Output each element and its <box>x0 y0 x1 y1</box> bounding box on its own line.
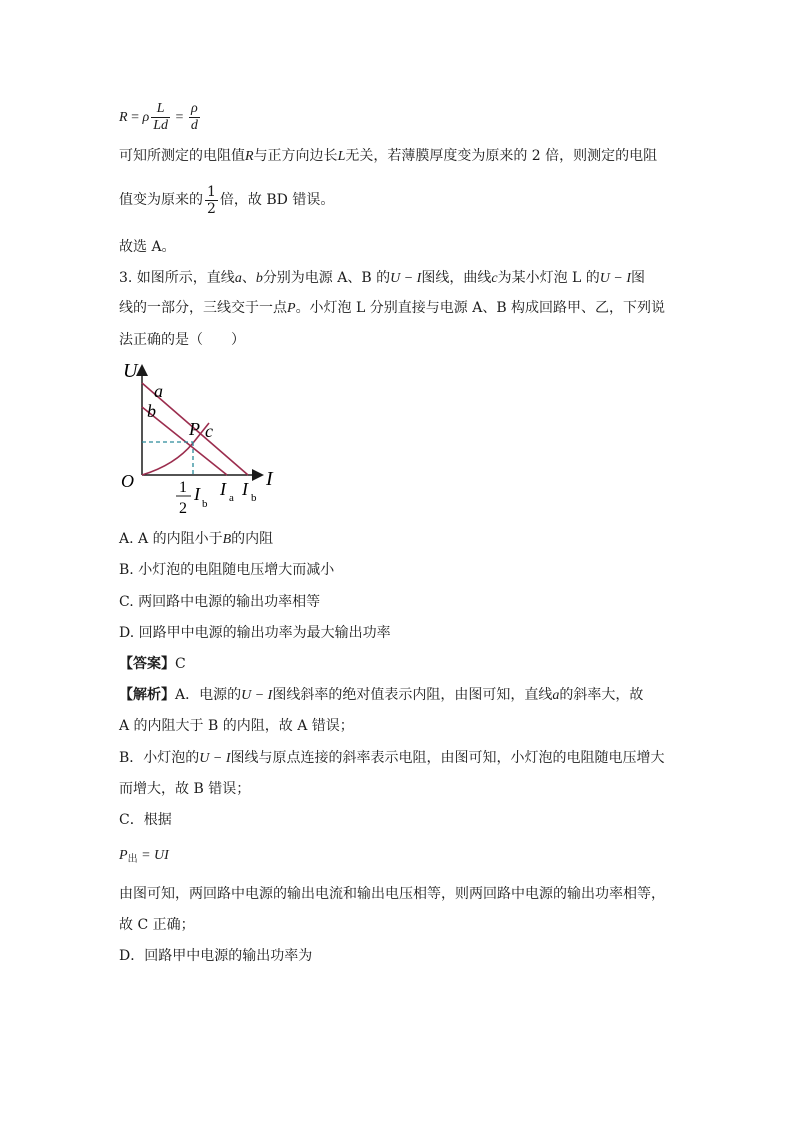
analysis-a-line-1: 【解析】A．电源的U − I图线斜率的绝对值表示内阻，由图可知，直线a的斜率大，故 <box>119 687 644 703</box>
label-a: a <box>154 381 163 401</box>
formula-power: $P_出$ = UI <box>119 848 169 865</box>
label-I-axis: I <box>266 468 273 490</box>
question-line-3: 法正确的是（ ） <box>119 332 245 348</box>
label-Ia-sub: a <box>229 492 234 504</box>
label-O: O <box>121 471 134 491</box>
label-Ib-half-sub: b <box>202 498 208 510</box>
option-b: B. 小灯泡的电阻随电压增大而减小 <box>119 562 335 578</box>
option-a: A. A 的内阻小于B的内阻 <box>119 531 274 547</box>
analysis-b-line-1: B．小灯泡的U − I图线与原点连接的斜率表示电阻，由图可知，小灯泡的电阻随电压增大 <box>119 750 665 766</box>
analysis-c-line-3: 故 C 正确； <box>119 917 195 933</box>
answer: 【答案】C <box>119 656 186 672</box>
label-Ib-half: I <box>194 484 200 504</box>
ui-graph-figure <box>115 355 290 525</box>
label-P: P <box>189 419 200 439</box>
analysis-a-line-2: A 的内阻大于 B 的内阻，故 A 错误； <box>119 718 354 734</box>
analysis-d-line-1: D．回路甲中电源的输出功率为 <box>119 948 313 964</box>
label-Ia: I <box>220 479 226 499</box>
label-half-den: 2 <box>179 500 187 517</box>
label-half-num: 1 <box>179 479 187 496</box>
analysis-b-line-2: 而增大，故 B 错误； <box>119 781 251 797</box>
option-d: D. 回路甲中电源的输出功率为最大输出功率 <box>119 625 391 641</box>
paragraph-2: 值变为原来的 $\frac{1}{2}$ 倍，故 BD 错误。 <box>119 183 335 217</box>
question-line-2: 线的一部分，三线交于一点P。小灯泡 L 分别直接与电源 A、B 构成回路甲、乙，下列说 <box>119 300 666 316</box>
paragraph-1: 可知所测定的电阻值R与正方向边长L无关，若薄膜厚度变为原来的 2 倍，则测定的电阻 <box>119 148 658 164</box>
analysis-c-line-1: C．根据 <box>119 812 172 828</box>
label-b: b <box>147 401 156 421</box>
formula-resistance: R = ρ $\frac{L}{Ld}$ = $\frac{\rho}{d}$ <box>119 101 198 134</box>
analysis-c-line-2: 由图可知，两回路中电源的输出电流和输出电压相等，则两回路中电源的输出功率相等， <box>119 886 665 902</box>
label-U: U <box>123 360 138 382</box>
label-c: c <box>205 421 213 441</box>
option-c: C. 两回路中电源的输出功率相等 <box>119 594 321 610</box>
label-Ib-sub: b <box>251 492 257 504</box>
question-line-1: 3. 如图所示，直线a、b分别为电源 A、B 的U − I图线，曲线c为某小灯泡 L 的U − I图 <box>119 270 646 286</box>
label-Ib: I <box>242 479 248 499</box>
conclusion: 故选 A。 <box>119 239 176 255</box>
